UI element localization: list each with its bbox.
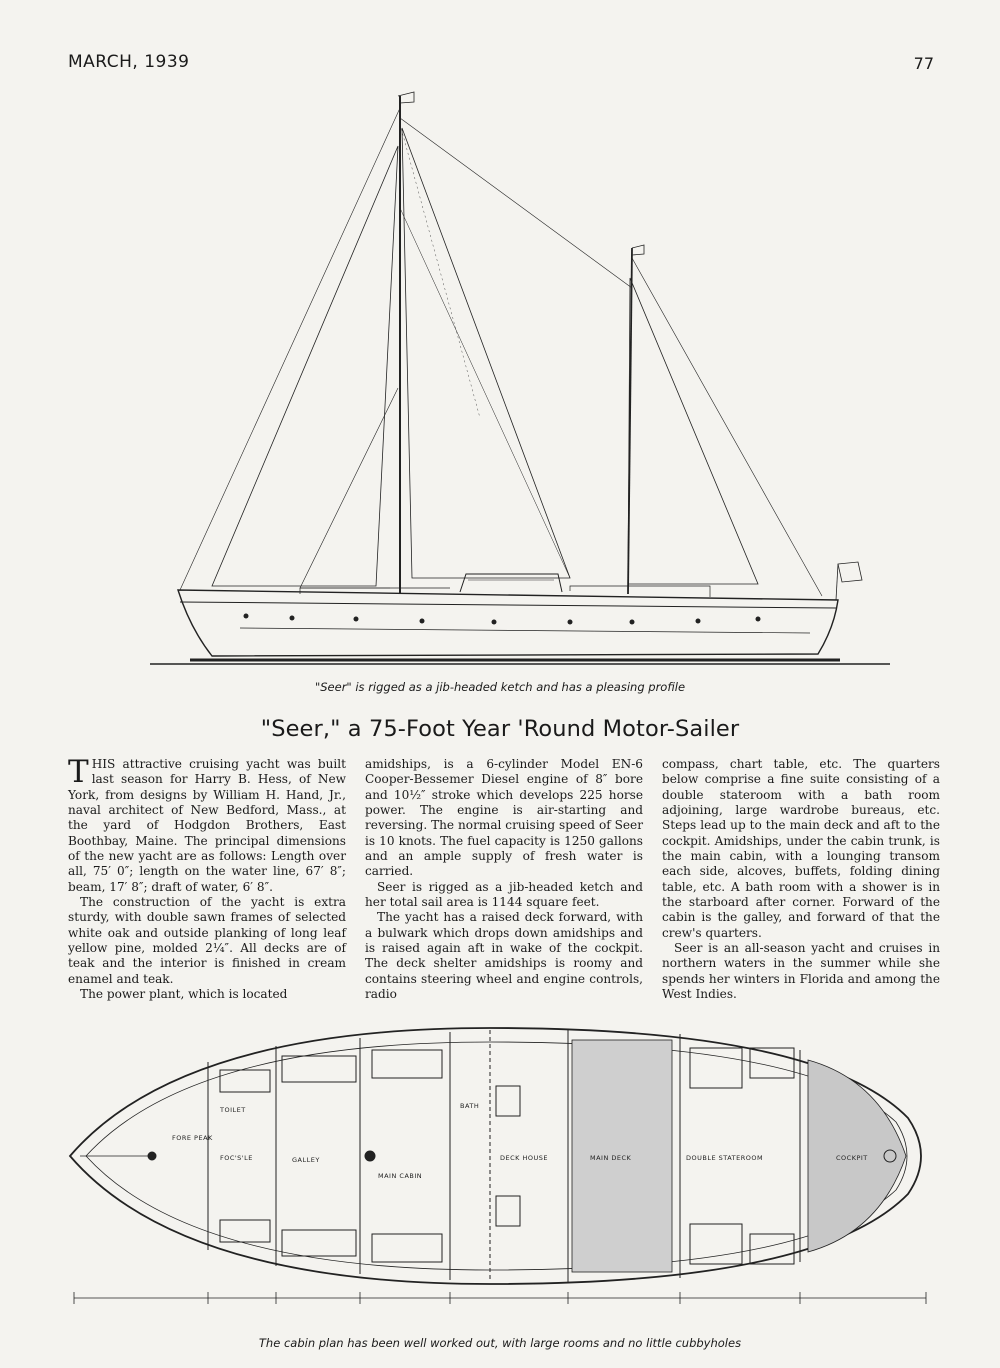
page-number: 77 bbox=[913, 54, 934, 73]
plan-caption: The cabin plan has been well worked out, with large rooms and no little cubbyholes bbox=[258, 1336, 742, 1350]
plan-label-main-deck: MAIN DECK bbox=[590, 1154, 632, 1162]
plan-label-fore-peak: FORE PEAK bbox=[172, 1134, 213, 1142]
yacht-profile-drawing bbox=[150, 88, 890, 672]
article-column-2 bbox=[365, 757, 643, 1003]
plan-label-galley: GALLEY bbox=[292, 1156, 320, 1164]
paragraph: The power plant, which is located bbox=[80, 987, 288, 1002]
paragraph: compass, chart table, etc. The quarters below comprise a fine suite consisting of a double stateroom with a bath room adjoining, large wardrobe bureaus, etc. Steps lead up to the main deck and aft to the cockpit. Amidships, under the cabin trunk, is the main cabin, with a lounging transom each side, alcoves, buffets, folding dining table, etc. A bath room with a shower is in the starboard after corner. Forward of the cabin is the galley, and forward of that the crew's quarters. bbox=[662, 757, 940, 940]
plan-label-toilet: TOILET bbox=[220, 1106, 246, 1114]
plan-label-crew-quarters: FOC'S'LE bbox=[220, 1154, 253, 1162]
article-column-1 bbox=[68, 754, 346, 1003]
article-body bbox=[68, 754, 940, 1003]
article-column-3 bbox=[662, 757, 940, 1003]
drop-cap: T bbox=[68, 754, 89, 790]
paragraph bbox=[68, 754, 346, 895]
plan-label-deck-house: DECK HOUSE bbox=[500, 1154, 548, 1162]
paragraph-text: HIS attractive cruising yacht was built last season for Harry B. Hess, of New York, from designs by William H. Hand, Jr., naval architect of New Bedford, Mass., at the yard of Hodgdon Brothers, East Boothbay, Maine. The principal dimensions of the new yacht are as follows: Length over all, 75′ 0″; length on the water line, 67′ 8″; beam, 17′ 8″; draft of water, 6′ 8″. bbox=[68, 757, 346, 894]
plan-label-bath: BATH bbox=[460, 1102, 480, 1110]
profile-caption: "Seer" is rigged as a jib-headed ketch and has a pleasing profile bbox=[314, 680, 686, 694]
plan-label-cockpit: COCKPIT bbox=[836, 1154, 868, 1162]
page-date: MARCH, 1939 bbox=[68, 52, 190, 72]
paragraph: Seer is an all-season yacht and cruises in northern waters in the summer while she spends her winters in Florida and among the West Indies. bbox=[662, 941, 940, 1002]
article-title: "Seer," a 75-Foot Year 'Round Motor-Sailer bbox=[260, 716, 740, 742]
paragraph: The yacht has a raised deck forward, with a bulwark which drops down amidships and is raised again aft in wake of the cockpit. The deck shelter amidships is roomy and contains steering wheel and engine controls, radio bbox=[365, 910, 643, 1002]
cabin-plan-drawing bbox=[60, 1000, 940, 1330]
plan-label-main-cabin: MAIN CABIN bbox=[378, 1172, 423, 1180]
paragraph: The construction of the yacht is extra sturdy, with double sawn frames of selected white oak and outside planking of long leaf yellow pine, molded 2¼″. All decks are of teak and the interior is finished in cream enamel and teak. bbox=[68, 895, 346, 986]
paragraph: Seer is rigged as a jib-headed ketch and her total sail area is 1144 square feet. bbox=[365, 879, 643, 910]
paragraph: amidships, is a 6-cylinder Model EN-6 Cooper-Bessemer Diesel engine of 8″ bore and 10½″ stroke which develops 225 horse power. The engine is air-starting and reversing. The normal cruising speed of Seer is 10 knots. The fuel capacity is 1250 gallons and an ample supply of fresh water is carried. bbox=[365, 757, 643, 879]
plan-label-double-stateroom: DOUBLE STATEROOM bbox=[686, 1154, 764, 1162]
